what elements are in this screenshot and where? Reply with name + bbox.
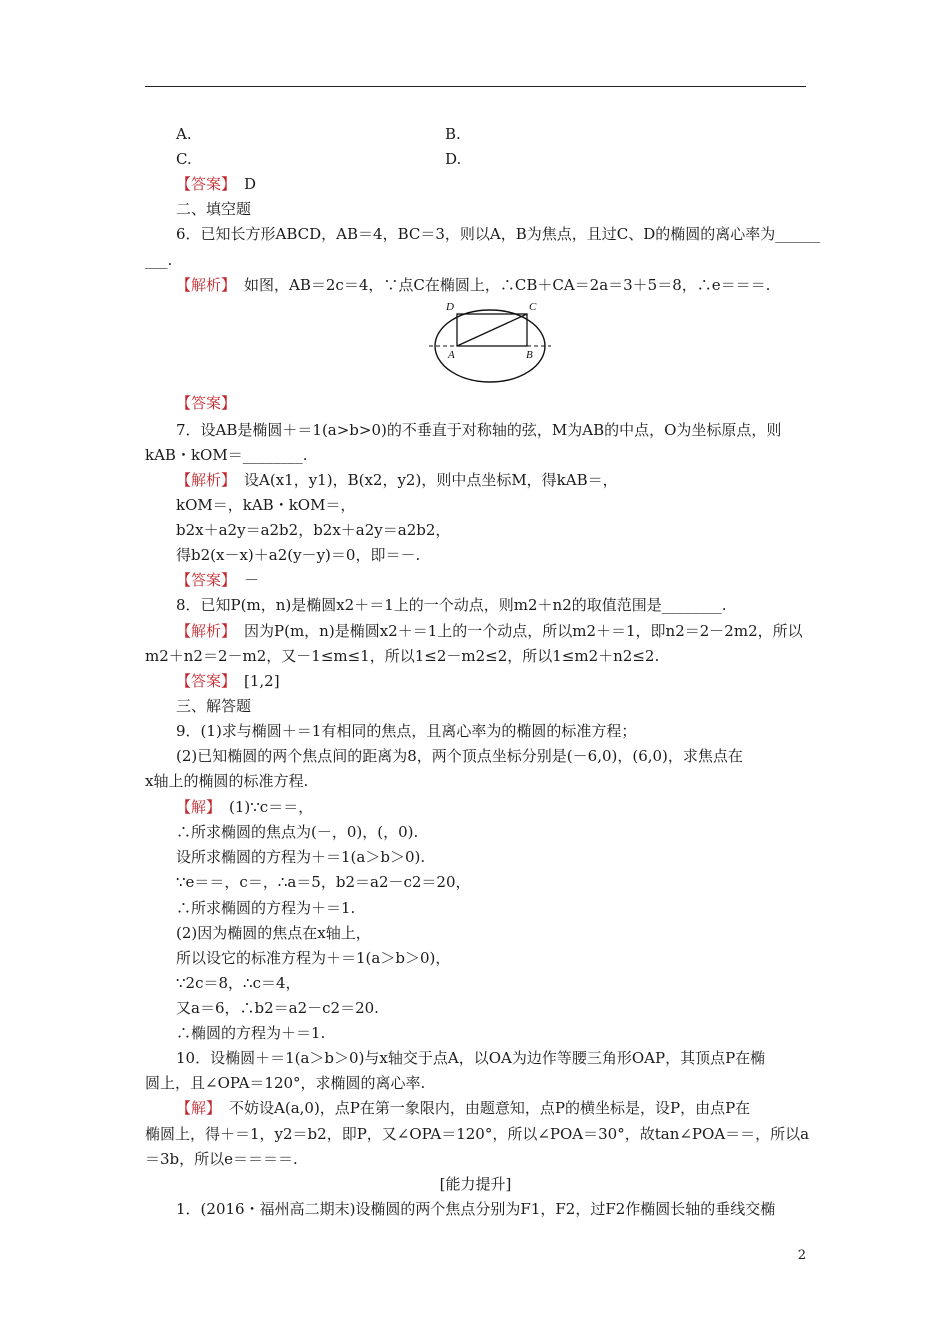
option-b: B.: [445, 125, 461, 143]
answer-value: －: [244, 571, 260, 589]
section-heading: 三、解答题: [176, 697, 252, 715]
solution-text: ∵e＝＝，c＝，∴a＝5，b2＝a2－c2＝20，: [176, 873, 471, 891]
analysis-text: b2x＋a2y＝a2b2，b2x＋a2y＝a2b2，: [176, 521, 451, 539]
solution-text: 所以设它的标准方程为＋＝1(a＞b＞0)，: [176, 949, 451, 967]
solution-text: 设所求椭圆的方程为＋＝1(a＞b＞0).: [176, 848, 426, 866]
answer-value: [1,2]: [244, 672, 280, 690]
solution-label: 【解】: [176, 798, 222, 816]
solution-text: ∴所求椭圆的焦点为(－，0)，(，0).: [176, 823, 419, 841]
point-label-a: A: [448, 349, 455, 361]
question-text: kAB・kOM＝________.: [145, 446, 308, 464]
solution-line: [176, 1098, 750, 1118]
solution-text: ∵2c＝8，∴c＝4，: [176, 974, 301, 992]
analysis-label: 【解析】: [176, 471, 237, 489]
section-heading: 二、填空题: [176, 200, 252, 218]
option-d: D.: [445, 150, 462, 168]
answer-line-7: [176, 570, 259, 590]
question-text: 9．(1)求与椭圆＋＝1有相同的焦点，且离心率为的椭圆的标准方程；: [176, 722, 637, 740]
solution-text: 不妨设A(a,0)，点P在第一象限内，由题意知，点P的横坐标是，设P，由点P在: [229, 1099, 751, 1117]
analysis-label: 【解析】: [176, 276, 237, 294]
analysis-text: 设A(x1，y1)，B(x2，y2)，则中点坐标M，得kAB＝，: [244, 471, 618, 489]
question-text: 1．(2016・福州高二期末)设椭圆的两个焦点分别为F1，F2，过F2作椭圆长轴的垂线交椭: [176, 1200, 776, 1218]
analysis-line: [176, 275, 770, 295]
analysis-text: m2＋n2＝2－m2，又－1≤m≤1，所以1≤2－m2≤2，所以1≤m2＋n2≤2.: [145, 647, 660, 665]
point-label-c: C: [529, 301, 537, 313]
analysis-text: 因为P(m，n)是椭圆x2＋＝1上的一个动点，所以m2＋＝1，即n2＝2－2m2，所以: [244, 622, 803, 640]
answer-line-5: [176, 174, 256, 194]
answer-label: 【答案】: [176, 175, 237, 193]
question-text: 8．已知P(m，n)是椭圆x2＋＝1上的一个动点，则m2＋n2的取值范围是________.: [176, 596, 727, 614]
header-rule: [145, 86, 806, 87]
answer-line-6: [176, 393, 236, 413]
ellipse-figure: [425, 296, 555, 386]
answer-value: D: [244, 175, 257, 193]
solution-text: (2)因为椭圆的焦点在x轴上，: [176, 924, 371, 942]
page-number: 2: [797, 1248, 806, 1263]
answer-label: 【答案】: [176, 394, 237, 412]
analysis-line: [176, 621, 803, 641]
option-a: A.: [176, 125, 192, 143]
analysis-text: 如图，AB＝2c＝4，∵点C在椭圆上，∴CB＋CA＝2a＝3＋5＝8，∴e＝＝＝.: [244, 276, 771, 294]
solution-text: ∴所求椭圆的方程为＋＝1.: [176, 899, 356, 917]
answer-label: 【答案】: [176, 672, 237, 690]
solution-text: 又a＝6，∴b2＝a2－c2＝20.: [176, 999, 379, 1017]
question-text: 7．设AB是椭圆＋＝1(a>b>0)的不垂直于对称轴的弦，M为AB的中点，O为坐标原点，则: [176, 421, 782, 439]
answer-line-8: [176, 671, 280, 691]
analysis-line: [176, 470, 618, 490]
solution-line: [176, 797, 313, 817]
question-text: x轴上的椭圆的标准方程.: [145, 772, 309, 790]
question-text: 6．已知长方形ABCD，AB＝4，BC＝3，则以A，B为焦点，且过C、D的椭圆的离心率为______: [176, 225, 821, 243]
solution-label: 【解】: [176, 1099, 222, 1117]
solution-text: (1)∵c＝＝，: [229, 798, 314, 816]
analysis-text: kOM＝，kAB・kOM＝，: [176, 496, 356, 514]
option-c: C.: [176, 150, 192, 168]
section-heading-ability: [能力提升]: [439, 1175, 512, 1193]
solution-text: 椭圆上，得＋＝1，y2＝b2，即P，又∠OPA＝120°，所以∠POA＝30°，故tan∠POA＝＝，所以a: [145, 1125, 810, 1143]
analysis-text: 得b2(x－x)＋a2(y－y)＝0，即＝－.: [176, 546, 421, 564]
solution-text: ∴椭圆的方程为＋＝1.: [176, 1024, 326, 1042]
question-text: ___.: [145, 251, 173, 269]
question-text: 10．设椭圆＋＝1(a＞b＞0)与x轴交于点A，以OA为边作等腰三角形OAP，其顶点P在椭: [176, 1049, 766, 1067]
question-text: 圆上，且∠OPA＝120°，求椭圆的离心率.: [145, 1074, 426, 1092]
analysis-label: 【解析】: [176, 622, 237, 640]
point-label-b: B: [526, 349, 533, 361]
question-text: (2)已知椭圆的两个焦点间的距离为8，两个顶点坐标分别是(－6,0)，(6,0)，求焦点在: [176, 747, 743, 765]
solution-text: ＝3b，所以e＝＝＝＝.: [145, 1150, 298, 1168]
diagonal-ac: [457, 314, 527, 346]
point-label-d: D: [446, 301, 454, 313]
answer-label: 【答案】: [176, 571, 237, 589]
